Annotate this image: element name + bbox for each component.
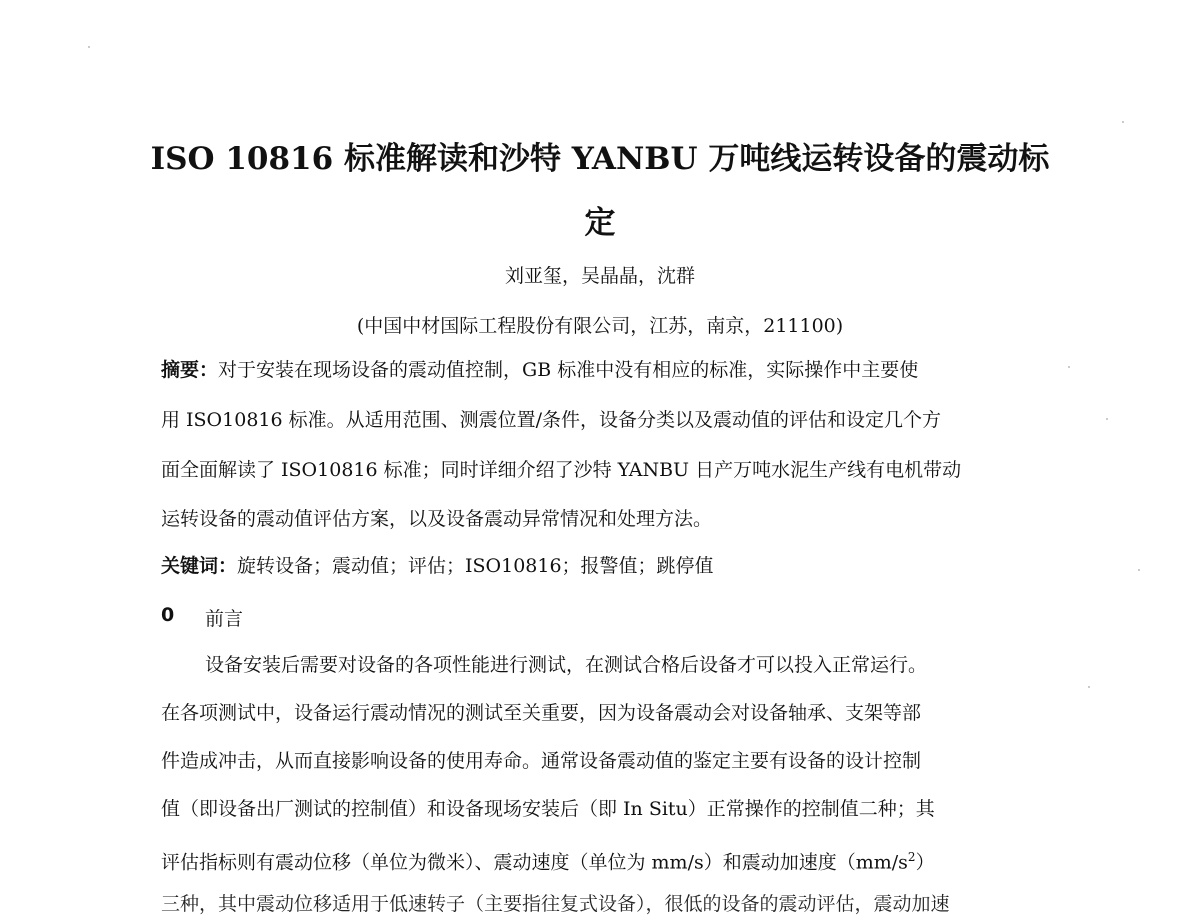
body-line-2: 在各项测试中，设备运行震动情况的测试至关重要，因为设备震动会对设备轴承、支架等部 [161, 702, 922, 724]
keywords-line [161, 553, 1041, 579]
scan-speck [1122, 121, 1124, 123]
body-line-1: 设备安装后需要对设备的各项性能进行测试，在测试合格后设备才可以投入正常运行。 [205, 654, 928, 676]
scan-speck [1088, 686, 1090, 688]
authors: 刘亚玺，吴晶晶，沈群 [504, 265, 695, 287]
abstract-text: 对于安装在现场设备的震动值控制，GB 标准中没有相应的标准，实际操作中主要使 [218, 359, 919, 381]
abstract-line-4: 运转设备的震动值评估方案，以及设备震动异常情况和处理方法。 [161, 508, 713, 530]
body-line-6-cut: 三种，其中震动位移适用于低速转子（主要指往复式设备），很低的设备的震动评估，震动加速 [161, 893, 950, 915]
section-title: 前言 [205, 608, 244, 630]
section-number: 0 [161, 604, 175, 626]
scan-speck [1106, 418, 1108, 420]
paper-title-line-2: 定 [584, 205, 616, 241]
scan-speck [1068, 366, 1070, 368]
abstract-label: 摘要： [161, 359, 219, 381]
superscript: 2 [907, 850, 916, 864]
abstract-line-1 [161, 357, 1041, 383]
body-line-5-text: 评估指标则有震动位移（单位为微米）、震动速度（单位为 mm/s）和震动加速度（mm/s [161, 851, 908, 874]
body-line-3: 件造成冲击，从而直接影响设备的使用寿命。通常设备震动值的鉴定主要有设备的设计控制 [161, 750, 922, 772]
scan-speck [1138, 569, 1140, 571]
keywords-label: 关键词： [161, 555, 238, 577]
paper-title-line-1: ISO 10816 标准解读和沙特 YANBU 万吨线运转设备的震动标 [150, 141, 1050, 177]
body-line-5 [161, 844, 1041, 875]
abstract-line-2: 用 ISO10816 标准。从适用范围、测震位置/条件，设备分类以及震动值的评估和设定几个方 [161, 409, 942, 431]
affiliation: (中国中材国际工程股份有限公司，江苏，南京，211100) [356, 315, 844, 337]
abstract-line-3: 面全面解读了 ISO10816 标准；同时详细介绍了沙特 YANBU 日产万吨水泥生产线有电机带动 [161, 459, 962, 481]
body-line-5-end: ） [915, 851, 935, 874]
keywords-text: 旋转设备；震动值；评估；ISO10816；报警值；跳停值 [237, 555, 714, 577]
body-line-4: 值（即设备出厂测试的控制值）和设备现场安装后（即 In Situ）正常操作的控制值二种；其 [161, 798, 935, 820]
scan-speck [88, 46, 90, 48]
